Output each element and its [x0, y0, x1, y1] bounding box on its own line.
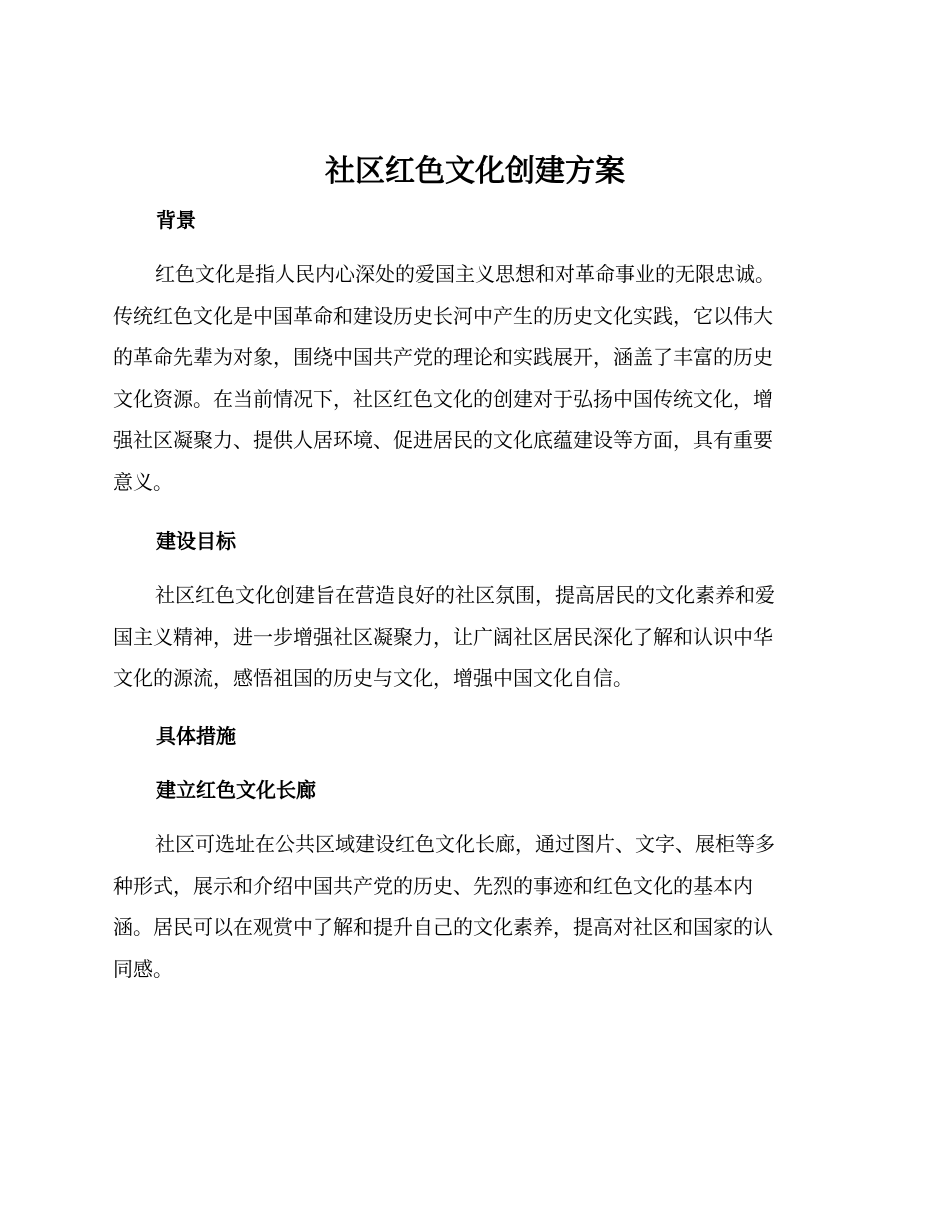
paragraph-line: 社区可选址在公共区域建设红色文化长廊，通过图片、文字、展柜等多	[155, 832, 775, 856]
corridor-paragraph	[113, 824, 831, 990]
paragraph-line: 文化的源流，感悟祖国的历史与文化，增强中国文化自信。	[113, 666, 633, 690]
paragraph-line: 传统红色文化是中国革命和建设历史长河中产生的历史文化实践，它以伟大	[113, 303, 773, 328]
paragraph-line: 意义。	[113, 469, 173, 494]
section-heading-corridor: 建立红色文化长廊	[156, 778, 316, 802]
paragraph-line: 涵。居民可以在观赏中了解和提升自己的文化素养，提高对社区和国家的认	[113, 915, 773, 939]
paragraph-line: 社区红色文化创建旨在营造良好的社区氛围，提高居民的文化素养和爱	[155, 583, 775, 607]
section-heading-goals: 建设目标	[156, 529, 236, 553]
paragraph-line: 同感。	[113, 956, 173, 981]
paragraph-line: 文化资源。在当前情况下，社区红色文化的创建对于弘扬中国传统文化，增	[113, 386, 773, 411]
paragraph-line: 国主义精神，进一步增强社区凝聚力，让广阔社区居民深化了解和认识中华	[113, 624, 773, 649]
paragraph-line: 种形式，展示和介绍中国共产党的历史、先烈的事迹和红色文化的基本内	[113, 873, 753, 898]
paragraph-line: 红色文化是指人民内心深处的爱国主义思想和对革命事业的无限忠诚。	[155, 262, 775, 286]
background-paragraph	[113, 254, 831, 503]
section-heading-measures: 具体措施	[156, 724, 236, 748]
paragraph-line: 的革命先辈为对象，围绕中国共产党的理论和实践展开，涵盖了丰富的历史	[113, 345, 773, 369]
goals-paragraph	[113, 575, 831, 700]
paragraph-line: 强社区凝聚力、提供人居环境、促进居民的文化底蕴建设等方面，具有重要	[113, 428, 773, 452]
section-heading-background: 背景	[156, 208, 196, 232]
document-title: 社区红色文化创建方案	[325, 154, 625, 189]
